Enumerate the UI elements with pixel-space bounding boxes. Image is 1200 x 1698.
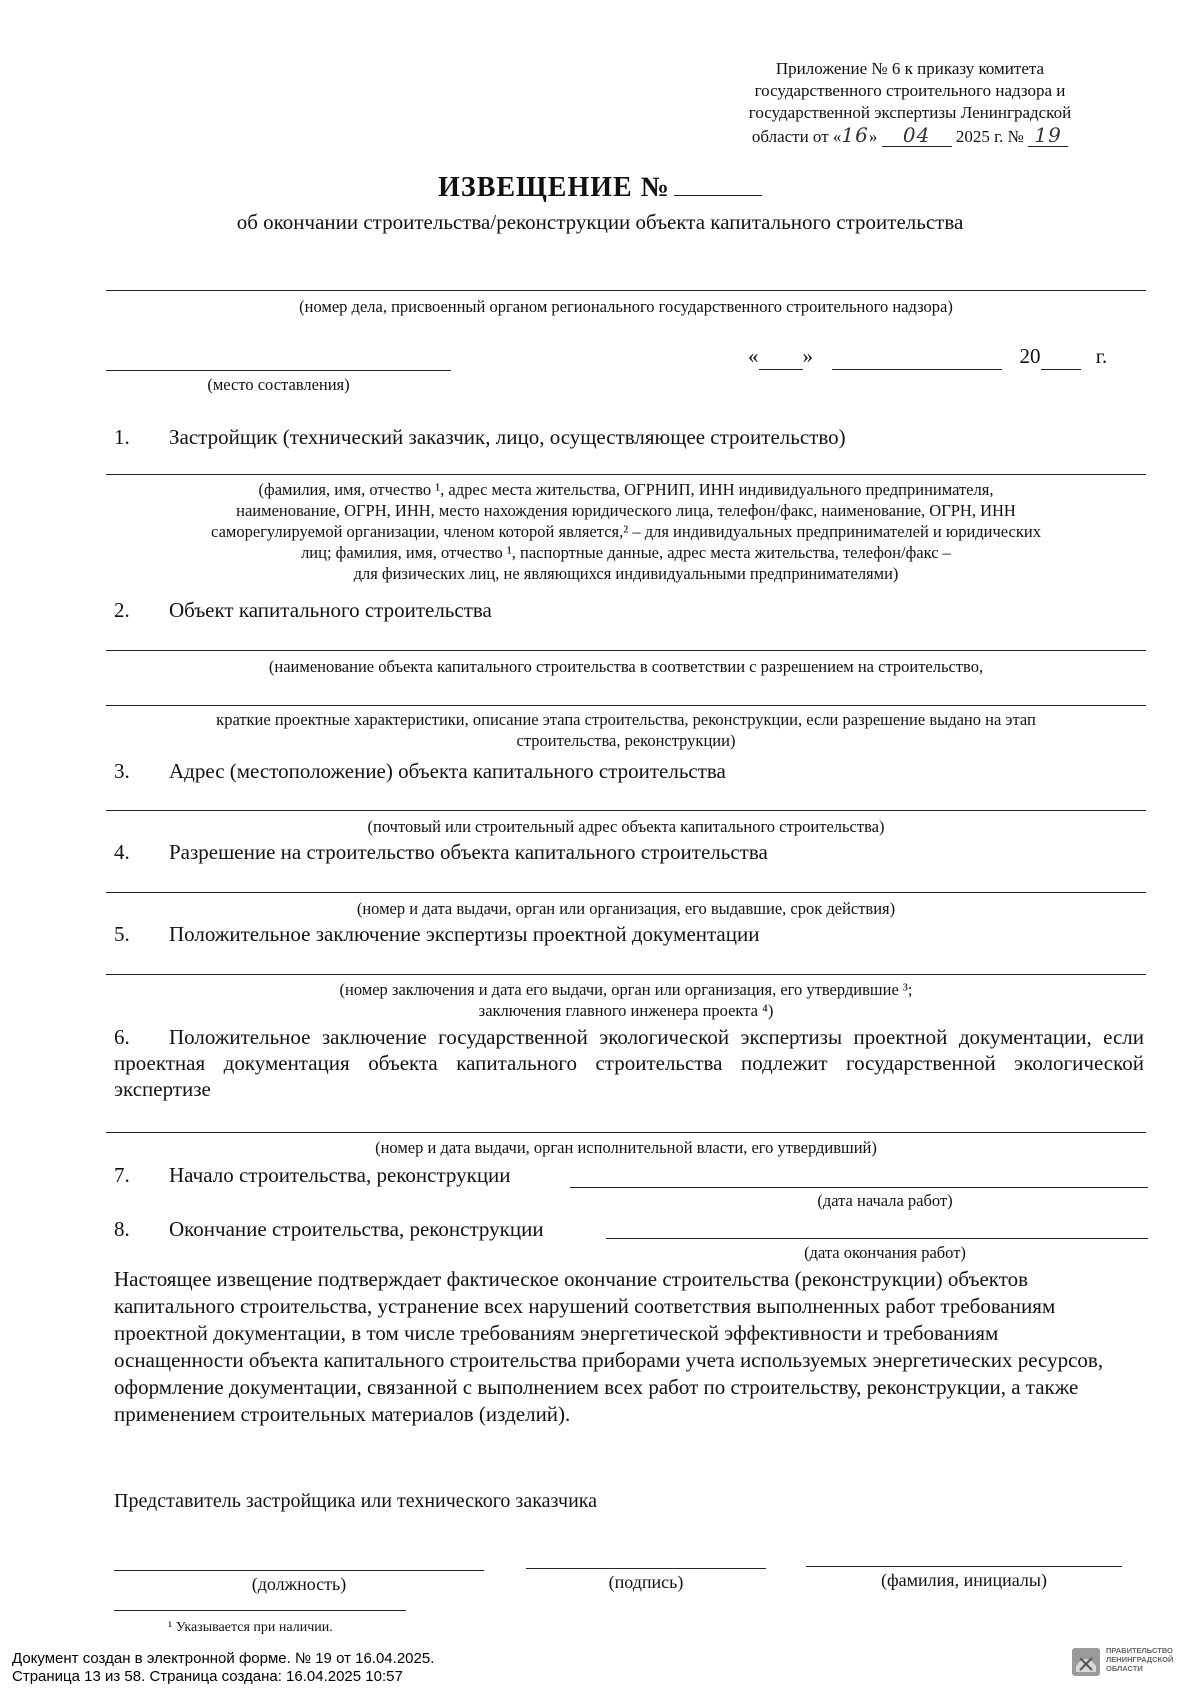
object-field-2[interactable] [106, 705, 1146, 706]
document-footer [12, 1650, 434, 1686]
item-start [114, 1162, 511, 1188]
logo-line: ЛЕНИНГРАДСКОЙ [1106, 1655, 1174, 1664]
expertise-caption [106, 979, 1146, 1021]
confirmation-text: Настоящее извещение подтверждает фактическое окончание строительства (реконструкции) объектов капитального строительства, устранение всех нарушений соответствия выполненных работ требованиям проектной документации, в том числе требованиям энергетической эффективности и требованиям оснащенности объекта капитального строительства приборами учета используемых энергетических ресурсов, оформление документации, связанной с выполнением всех работ по строительству, реконструкции, а также применением строительных материалов (изделий). [114, 1267, 1104, 1426]
object-caption-2 [106, 709, 1146, 751]
start-date-caption: (дата начала работ) [817, 1191, 953, 1210]
signature-caption: (подпись) [608, 1572, 684, 1592]
handwritten-day: 16 [841, 123, 869, 147]
handwritten-order-number: 19 [1028, 124, 1068, 147]
item-address [114, 758, 726, 784]
item-object [114, 597, 492, 623]
item-label: Застройщик (технический заказчик, лицо, осуществляющее строительство) [169, 425, 846, 449]
item-number: 2. [114, 598, 130, 622]
end-date-caption: (дата окончания работ) [804, 1243, 966, 1262]
footer-line: Документ создан в электронной форме. № 19 от 16.04.2025. [12, 1650, 435, 1667]
caption-line: для физических лиц, не являющихся индивидуальными предпринимателями) [353, 564, 899, 583]
footer-line: Страница 13 из 58. Страница создана: 16.04.2025 10:57 [12, 1668, 403, 1685]
item-label: Окончание строительства, реконструкции [169, 1217, 544, 1241]
ecology-caption: (номер и дата выдачи, орган исполнительной власти, его утвердивший) [375, 1138, 877, 1157]
object-caption-1: (наименование объекта капитального строительства в соответствии с разрешением на строительство, [268, 657, 984, 676]
start-date-field[interactable] [570, 1187, 1148, 1188]
item-developer [114, 424, 846, 450]
date-year-prefix: 20 [1019, 344, 1041, 368]
item-end [114, 1216, 544, 1242]
logo-line: ОБЛАСТИ [1106, 1664, 1143, 1673]
developer-field[interactable] [106, 474, 1146, 475]
date-day-field[interactable] [759, 344, 803, 370]
caption-line: саморегулируемой организации, членом которой является,² – для индивидуальных предпринимателей и юридических [211, 522, 1041, 541]
caption-line: строительства, реконструкции) [516, 731, 736, 750]
item-number: 7. [114, 1163, 130, 1187]
permit-field[interactable] [106, 892, 1146, 893]
case-number-caption: (номер дела, присвоенный органом регионального государственного строительного надзора) [299, 297, 953, 316]
date-quote-close: » [802, 344, 813, 368]
item-label: Объект капитального строительства [169, 598, 492, 622]
order-year: 2025 г. № [955, 127, 1024, 146]
order-reference-line: государственной экспертизы Ленинградской [748, 103, 1072, 122]
address-caption: (почтовый или строительный адрес объекта капитального строительства) [367, 817, 885, 836]
position-caption: (должность) [251, 1574, 347, 1594]
developer-caption [106, 479, 1146, 584]
ecology-field[interactable] [106, 1132, 1146, 1133]
government-logo [1068, 1644, 1193, 1680]
case-number-field[interactable] [106, 290, 1146, 291]
item-label: Положительное заключение экспертизы проектной документации [169, 922, 760, 946]
date-field [748, 344, 1107, 370]
caption-line: краткие проектные характеристики, описание этапа строительства, реконструкции, если разрешение выдано на этап [216, 710, 1036, 729]
caption-line: (номер заключения и дата его выдачи, орган или организация, его утвердившие ³; [339, 980, 913, 999]
document-title [0, 172, 1200, 204]
address-field[interactable] [106, 810, 1146, 811]
caption-line: лиц; фамилия, имя, отчество ¹, паспортные данные, адрес места жительства, телефон/факс – [301, 543, 951, 562]
caption-line: наименование, ОГРН, ИНН, место нахождения юридического лица, телефон/факс, наименование, ОГРН, ИНН [236, 501, 1016, 520]
caption-line: (фамилия, имя, отчество ¹, адрес места жительства, ОГРНИП, ИНН индивидуального предпринимателя, [258, 480, 994, 499]
logo-line: ПРАВИТЕЛЬСТВО [1106, 1646, 1173, 1655]
item-label: Разрешение на строительство объекта капитального строительства [169, 840, 768, 864]
permit-caption: (номер и дата выдачи, орган или организация, его выдавшие, срок действия) [356, 899, 896, 918]
order-reference-prefix: области от « [751, 127, 842, 146]
object-field[interactable] [106, 650, 1146, 651]
name-field[interactable] [806, 1566, 1122, 1567]
item-number: 5. [114, 922, 130, 946]
item-number: 1. [114, 425, 130, 449]
item-label: Положительное заключение государственной экологической экспертизы проектной документации, если проектная документация объекта капитального строительства подлежит государственной экологической экспертизе [114, 1025, 1144, 1101]
item-label: Начало строительства, реконструкции [169, 1163, 511, 1187]
item-label: Адрес (местоположение) объекта капитального строительства [169, 759, 726, 783]
order-reference-line: Приложение № 6 к приказу комитета [775, 59, 1045, 78]
order-reference-line: государственного строительного надзора и [754, 81, 1066, 100]
end-date-field[interactable] [606, 1238, 1148, 1239]
representative-label: Представитель застройщика или технического заказчика [114, 1490, 598, 1512]
logo-text [1106, 1646, 1173, 1673]
item-permit [114, 839, 768, 865]
signature-field[interactable] [526, 1568, 766, 1569]
caption-line: заключения главного инженера проекта ⁴) [478, 1001, 774, 1020]
document-title-text: ИЗВЕЩЕНИЕ № [438, 172, 670, 203]
name-caption: (фамилия, инициалы) [881, 1570, 1047, 1590]
document-subtitle: об окончании строительства/реконструкции объекта капитального строительства [236, 210, 964, 234]
footnote-separator [114, 1610, 406, 1611]
item-number: 4. [114, 840, 130, 864]
item-number: 3. [114, 759, 130, 783]
handwritten-month: 04 [882, 124, 952, 147]
footnote: ¹ Указывается при наличии. [168, 1620, 333, 1635]
date-year-suffix: г. [1095, 344, 1108, 368]
date-month-field[interactable] [832, 344, 1002, 370]
item-ecology [114, 1024, 1144, 1102]
date-quote-open: « [748, 344, 759, 368]
date-year-field[interactable] [1041, 344, 1081, 370]
coat-of-arms-icon [1070, 1646, 1102, 1678]
place-field[interactable] [106, 370, 451, 371]
order-reference-date-line: области от «16» 04 2025 г. № 19 [700, 124, 1120, 148]
position-field[interactable] [114, 1570, 484, 1571]
item-number: 8. [114, 1217, 130, 1241]
item-number: 6. [114, 1025, 130, 1049]
place-caption: (место составления) [207, 375, 350, 394]
item-expertise [114, 921, 759, 947]
order-reference [700, 58, 1120, 148]
expertise-field[interactable] [106, 974, 1146, 975]
